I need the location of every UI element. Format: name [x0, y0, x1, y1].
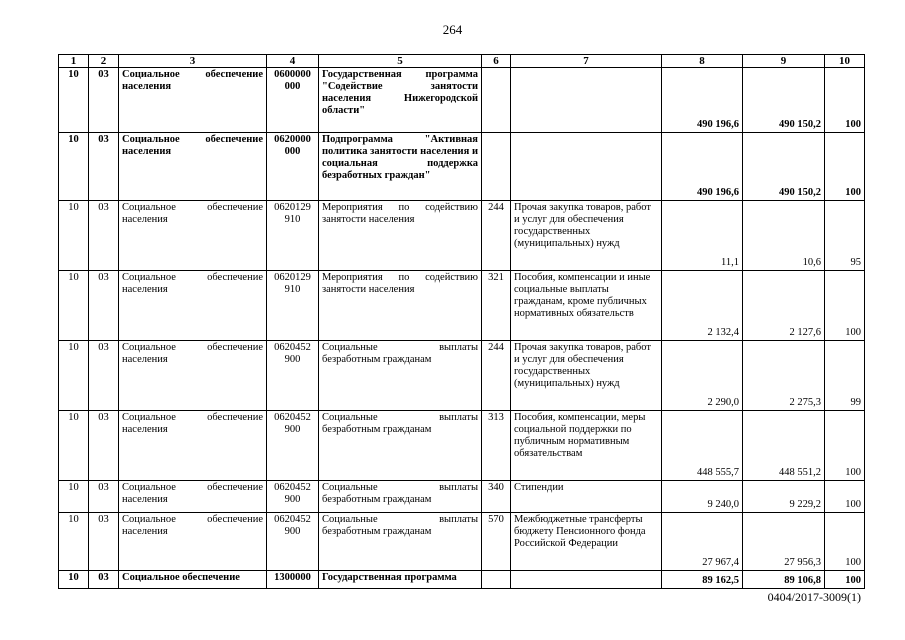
header-cell: 7 [511, 55, 662, 68]
col-expense-name: Межбюджетные трансферты бюджету Пенсионного фонда Российской Федерации [511, 513, 662, 571]
col-planned: 448 555,7 [662, 411, 743, 481]
col-expense-type [482, 68, 511, 133]
col-expense-type: 244 [482, 341, 511, 411]
table-body [59, 68, 865, 589]
header-cell: 5 [319, 55, 482, 68]
col-subsection: 03 [89, 513, 119, 571]
document-code: 0404/2017-3009(1) [767, 590, 861, 604]
col-executed: 448 551,2 [743, 411, 825, 481]
table-row [59, 68, 865, 133]
col-expense-name [511, 133, 662, 201]
col-expense-name: Стипендии [511, 481, 662, 513]
col-section-name: Социальное обеспечение населения [119, 271, 267, 341]
page-number: 264 [442, 22, 463, 37]
col-planned: 490 196,6 [662, 68, 743, 133]
header-cell: 10 [825, 55, 865, 68]
col-section: 10 [59, 68, 89, 133]
table-row [59, 133, 865, 201]
col-executed: 89 106,8 [743, 571, 825, 589]
col-section: 10 [59, 133, 89, 201]
col-target-code: 0620000 000 [267, 133, 319, 201]
col-target-name: Мероприятия по содействию занятости населения [319, 201, 482, 271]
col-subsection: 03 [89, 411, 119, 481]
col-section-name: Социальное обеспечение населения [119, 513, 267, 571]
header-cell: 8 [662, 55, 743, 68]
table-row [59, 481, 865, 513]
col-expense-name: Прочая закупка товаров, работ и услуг для обеспечения государственных (муниципальных) нужд [511, 201, 662, 271]
col-executed: 2 127,6 [743, 271, 825, 341]
col-expense-name [511, 571, 662, 589]
col-percent: 99 [825, 341, 865, 411]
table-row [59, 571, 865, 589]
col-planned: 11,1 [662, 201, 743, 271]
header-cell: 6 [482, 55, 511, 68]
col-section-name: Социальное обеспечение населения [119, 481, 267, 513]
col-section: 10 [59, 201, 89, 271]
col-percent: 100 [825, 68, 865, 133]
col-subsection: 03 [89, 571, 119, 589]
col-executed: 9 229,2 [743, 481, 825, 513]
col-target-name: Социальные выплаты безработным гражданам [319, 513, 482, 571]
col-section: 10 [59, 571, 89, 589]
col-planned: 89 162,5 [662, 571, 743, 589]
col-executed: 490 150,2 [743, 68, 825, 133]
col-percent: 100 [825, 271, 865, 341]
col-percent: 95 [825, 201, 865, 271]
header-cell: 2 [89, 55, 119, 68]
col-section: 10 [59, 481, 89, 513]
header-cell: 4 [267, 55, 319, 68]
col-percent: 100 [825, 133, 865, 201]
col-subsection: 03 [89, 271, 119, 341]
col-section-name: Социальное обеспечение населения [119, 68, 267, 133]
col-target-name: Социальные выплаты безработным гражданам [319, 411, 482, 481]
col-subsection: 03 [89, 68, 119, 133]
col-section: 10 [59, 271, 89, 341]
col-target-name: Государственная программа [319, 571, 482, 589]
col-expense-name: Пособия, компенсации и иные социальные выплаты гражданам, кроме публичных нормативных обязательств [511, 271, 662, 341]
col-percent: 100 [825, 411, 865, 481]
col-percent: 100 [825, 513, 865, 571]
col-section: 10 [59, 513, 89, 571]
col-section-name: Социальное обеспечение населения [119, 201, 267, 271]
col-expense-type: 570 [482, 513, 511, 571]
col-subsection: 03 [89, 341, 119, 411]
col-target-code: 0620452 900 [267, 411, 319, 481]
col-expense-type: 244 [482, 201, 511, 271]
col-executed: 2 275,3 [743, 341, 825, 411]
col-percent: 100 [825, 481, 865, 513]
col-section-name: Социальное обеспечение [119, 571, 267, 589]
col-target-name: Государственная программа "Содействие занятости населения Нижегородской области" [319, 68, 482, 133]
col-target-code: 0620129 910 [267, 201, 319, 271]
col-section: 10 [59, 341, 89, 411]
header-cell: 1 [59, 55, 89, 68]
col-target-code: 1300000 [267, 571, 319, 589]
col-target-code: 0620452 900 [267, 341, 319, 411]
col-expense-type: 321 [482, 271, 511, 341]
table-row [59, 201, 865, 271]
col-target-code: 0620452 900 [267, 481, 319, 513]
table-row [59, 411, 865, 481]
col-expense-name: Пособия, компенсации, меры социальной поддержки по публичным нормативным обязательствам [511, 411, 662, 481]
col-subsection: 03 [89, 481, 119, 513]
col-target-code: 0600000 000 [267, 68, 319, 133]
col-section-name: Социальное обеспечение населения [119, 411, 267, 481]
col-subsection: 03 [89, 201, 119, 271]
table-row [59, 341, 865, 411]
col-executed: 27 956,3 [743, 513, 825, 571]
col-planned: 2 290,0 [662, 341, 743, 411]
col-executed: 10,6 [743, 201, 825, 271]
table-row [59, 513, 865, 571]
table-row [59, 271, 865, 341]
col-executed: 490 150,2 [743, 133, 825, 201]
col-expense-type [482, 133, 511, 201]
col-target-code: 0620452 900 [267, 513, 319, 571]
col-planned: 9 240,0 [662, 481, 743, 513]
col-planned: 490 196,6 [662, 133, 743, 201]
col-percent: 100 [825, 571, 865, 589]
col-target-code: 0620129 910 [267, 271, 319, 341]
col-expense-type [482, 571, 511, 589]
header-cell: 3 [119, 55, 267, 68]
col-target-name: Подпрограмма "Активная политика занятости населения и социальная поддержка безработных граждан" [319, 133, 482, 201]
header-cell: 9 [743, 55, 825, 68]
col-planned: 27 967,4 [662, 513, 743, 571]
col-section: 10 [59, 411, 89, 481]
col-section-name: Социальное обеспечение населения [119, 133, 267, 201]
col-expense-name [511, 68, 662, 133]
col-planned: 2 132,4 [662, 271, 743, 341]
col-target-name: Социальные выплаты безработным гражданам [319, 481, 482, 513]
col-subsection: 03 [89, 133, 119, 201]
col-expense-type: 313 [482, 411, 511, 481]
col-section-name: Социальное обеспечение населения [119, 341, 267, 411]
header-row [59, 55, 865, 68]
col-expense-name: Прочая закупка товаров, работ и услуг для обеспечения государственных (муниципальных) нужд [511, 341, 662, 411]
col-target-name: Мероприятия по содействию занятости населения [319, 271, 482, 341]
budget-table [58, 54, 865, 589]
col-expense-type: 340 [482, 481, 511, 513]
col-target-name: Социальные выплаты безработным гражданам [319, 341, 482, 411]
